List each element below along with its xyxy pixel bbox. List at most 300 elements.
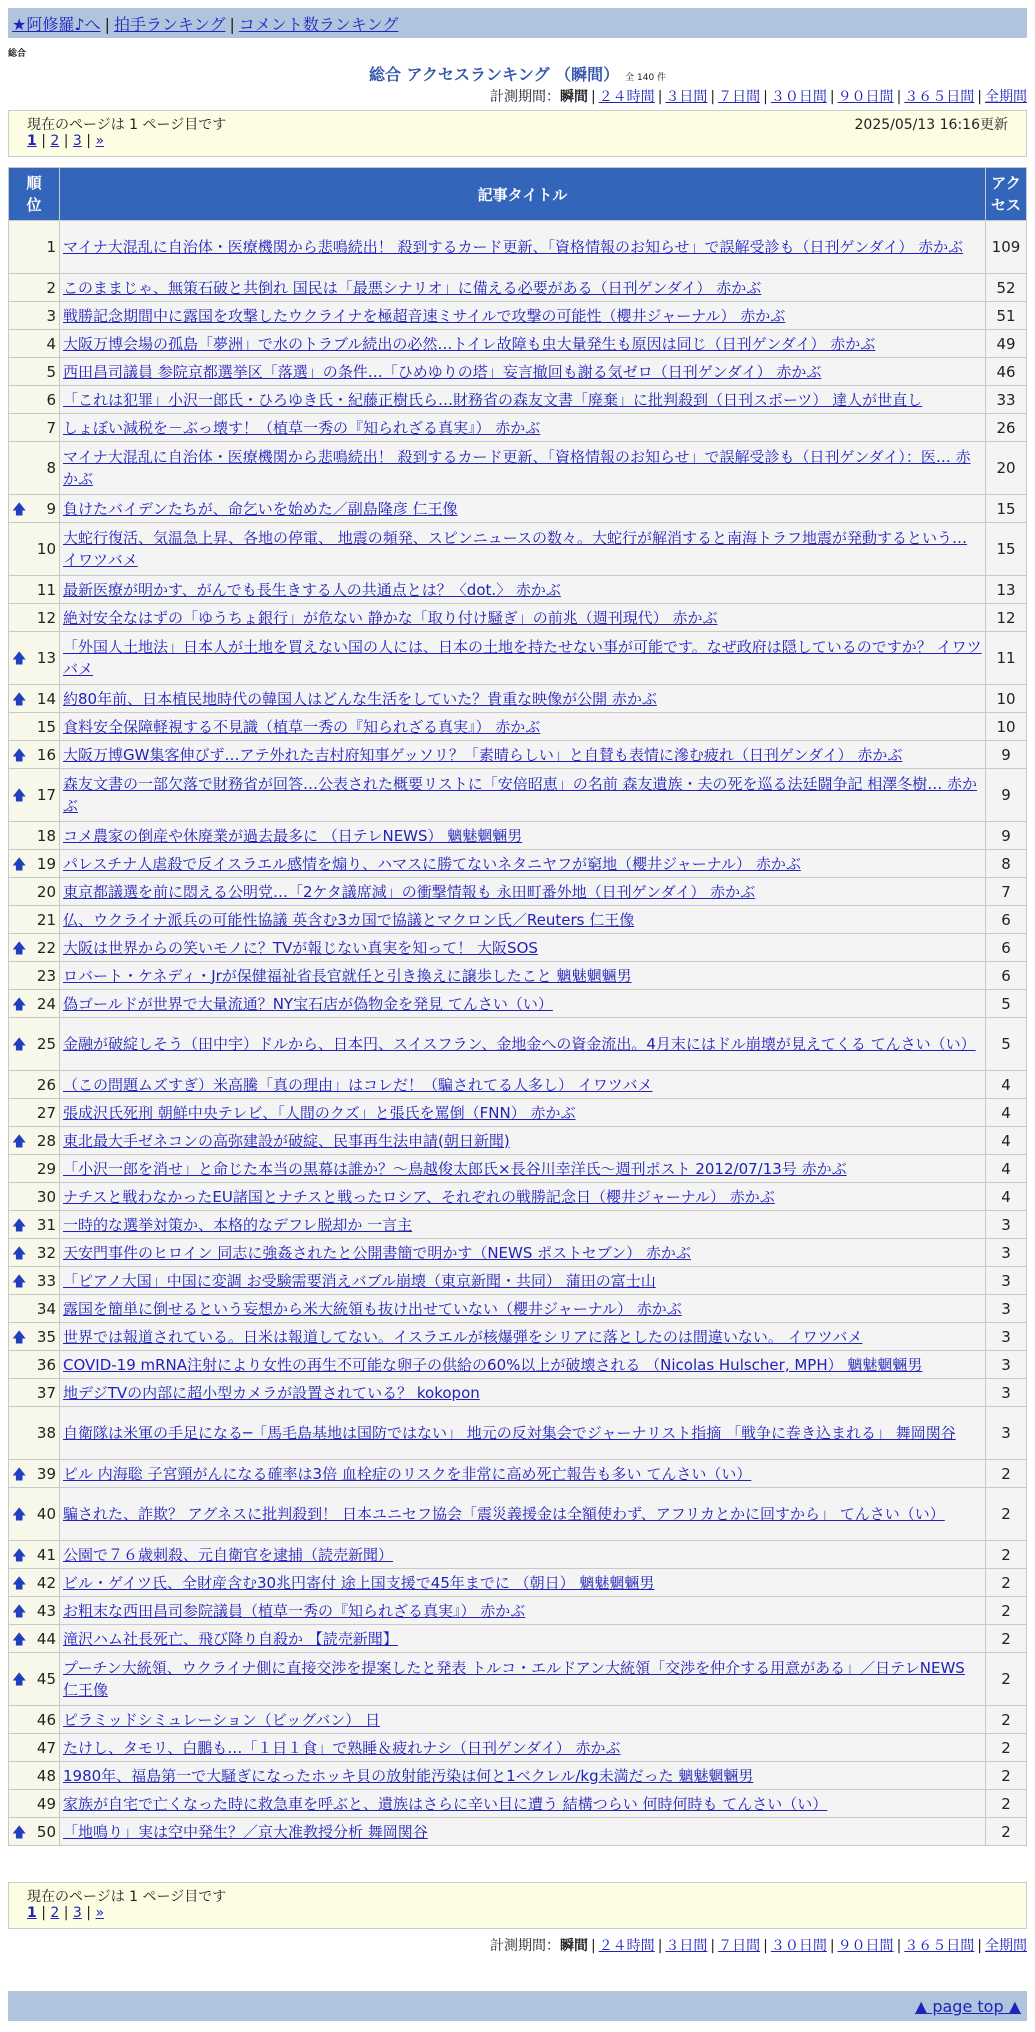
rank-cell	[9, 386, 59, 413]
access-count: 2	[1001, 1629, 1011, 1648]
rank-cell	[9, 274, 59, 301]
rank-cell	[9, 990, 59, 1017]
article-title-link[interactable]: コメ農家の倒産や休廃業が過去最多に （日テレNEWS） 魑魅魍魎男	[63, 826, 523, 845]
rank-cell	[9, 741, 59, 768]
rank-number: 35	[36, 1327, 56, 1346]
page-separator: |	[81, 1905, 96, 1921]
rank-cell	[9, 1018, 59, 1070]
rank-number: 29	[36, 1159, 56, 1178]
title-cell	[60, 1295, 985, 1322]
table-row	[9, 274, 1026, 301]
rank-cell	[9, 906, 59, 933]
article-title-link[interactable]: 「地鳴り」実は空中発生？／京大准教授分析 舞岡関谷	[63, 1822, 428, 1841]
page-link-current[interactable]: 1	[27, 133, 37, 149]
table-row	[9, 442, 1026, 494]
title-cell	[60, 1541, 985, 1568]
rank-number: 1	[46, 238, 56, 256]
access-count: 49	[996, 334, 1016, 353]
rank-cell	[9, 1183, 59, 1210]
rank-number: 38	[36, 1424, 56, 1442]
access-count-cell	[986, 713, 1026, 740]
title-cell	[60, 934, 985, 961]
access-count-cell	[986, 822, 1026, 849]
period-link[interactable]: ３６５日間	[904, 1938, 975, 1954]
rank-number: 14	[36, 689, 56, 708]
rank-cell	[9, 1155, 59, 1182]
rank-cell	[9, 1818, 59, 1845]
article-title-link[interactable]: たけし、タモリ、白鵬も…「１日１食」で熟睡＆疲れナシ（日刊ゲンダイ） 赤かぶ	[63, 1738, 621, 1757]
table-row	[9, 769, 1026, 821]
table-row	[9, 962, 1026, 989]
article-title-link[interactable]: 張成沢氏死刑 朝鮮中央テレビ、「人間のクズ」と張氏を罵倒（FNN） 赤かぶ	[63, 1103, 576, 1122]
title-cell	[60, 358, 985, 385]
rank-number: 23	[36, 966, 56, 985]
article-title-link[interactable]: このままじゃ、無策石破と共倒れ 国民は「最悪シナリオ」に備える必要がある（日刊ゲンダイ） 赤かぶ	[63, 278, 762, 297]
nav-home-link[interactable]: ★阿修羅♪へ	[12, 15, 101, 34]
table-row	[9, 1018, 1026, 1070]
title-cell	[60, 1407, 985, 1459]
rank-up-arrow-icon: 🡅	[12, 856, 27, 873]
access-count-cell	[986, 1323, 1026, 1350]
nav-comment-ranking-link[interactable]: コメント数ランキング	[238, 15, 399, 34]
table-row	[9, 1790, 1026, 1817]
table-row	[9, 1734, 1026, 1761]
access-count-cell	[986, 1379, 1026, 1406]
title-cell	[60, 1155, 985, 1182]
rank-cell	[9, 1127, 59, 1154]
access-count-cell	[986, 330, 1026, 357]
pagination-bottom	[27, 1905, 1008, 1925]
rank-number: 27	[36, 1103, 56, 1122]
article-title-link[interactable]: しょぼい減税を－ぶっ壊す！（植草一秀の『知られざる真実』） 赤かぶ	[63, 418, 541, 437]
table-row	[9, 414, 1026, 441]
rank-number: 39	[36, 1464, 56, 1483]
rank-up-arrow-icon: 🡅	[12, 747, 27, 764]
access-count-cell	[986, 1071, 1026, 1098]
article-title-link[interactable]: 絶対安全なはずの「ゆうちょ銀行」が危ない 静かな「取り付け騒ぎ」の前兆（週刊現代） 赤かぶ	[63, 608, 718, 627]
article-title-link[interactable]: 騙された、詐欺？ アグネスに批判殺到！ 日本ユニセフ協会「震災義援金は全額使わず、アフリカとかに回すから」 てんさい（い）	[63, 1505, 945, 1523]
article-title-link[interactable]: 「外国人土地法」日本人が土地を買えない国の人には、日本の土地を持たせない事が可能です。なぜ政府は隠しているのですか？ イワツバメ	[63, 638, 982, 678]
title-cell	[60, 1569, 985, 1596]
article-title-link[interactable]: マイナ大混乱に自治体・医療機関から悲鳴続出！ 殺到するカード更新、「資格情報のお知らせ」で誤解受診も（日刊ゲンダイ） 赤かぶ	[63, 238, 964, 256]
rank-up-arrow-icon: 🡅	[12, 1575, 27, 1592]
rank-cell	[9, 330, 59, 357]
period-link[interactable]: 全期間	[985, 1938, 1027, 1954]
table-row	[9, 302, 1026, 329]
rank-up-arrow-icon: 🡅	[12, 1672, 27, 1688]
period-separator: |	[710, 89, 716, 105]
page-next-link[interactable]: »	[95, 1905, 105, 1921]
title-cell	[60, 962, 985, 989]
access-count: 51	[996, 306, 1016, 325]
page-next-link[interactable]: »	[95, 133, 105, 149]
article-title-link[interactable]: 大阪万博会場の孤島「夢洲」で水のトラブル続出の必然…トイレ故障も虫大量発生も原因は同じ（日刊ゲンダイ） 赤かぶ	[63, 334, 876, 353]
access-count-cell	[986, 604, 1026, 631]
page-link[interactable]: 2	[50, 133, 60, 149]
title-cell	[60, 632, 985, 684]
access-count: 4	[1001, 1131, 1011, 1150]
article-title-link[interactable]: ピラミッドシミュレーション（ビッグバン） 日	[63, 1710, 381, 1729]
table-row	[9, 1323, 1026, 1350]
table-row	[9, 1099, 1026, 1126]
rank-number: 41	[36, 1545, 56, 1564]
title-cell	[60, 850, 985, 877]
table-row	[9, 1183, 1026, 1210]
access-count-cell	[986, 1351, 1026, 1378]
access-count-cell	[986, 1625, 1026, 1652]
article-title-link[interactable]: 仏、ウクライナ派兵の可能性協議 英含む3カ国で協議とマクロン氏／Reuters 仁王像	[63, 910, 635, 929]
title-cell	[60, 1351, 985, 1378]
article-title-link[interactable]: 西田昌司議員 参院京都選挙区「落選」の条件…「ひめゆりの塔」妄言撤回も謝る気ゼロ（日刊ゲンダイ） 赤かぶ	[63, 362, 822, 381]
title-cell	[60, 1653, 985, 1705]
article-title-link[interactable]: （この問題ムズすぎ）米高騰「真の理由」はコレだ！（騙されてる人多し） イワツバメ	[63, 1075, 653, 1094]
access-count: 15	[996, 540, 1016, 558]
title-cell	[60, 1071, 985, 1098]
page-separator: |	[59, 133, 73, 149]
rank-number: 10	[36, 540, 56, 558]
article-title-link[interactable]: 森友文書の一部欠落で財務省が回答…公表された概要リストに「安倍昭恵」の名前 森友遺族・夫の死を巡る法廷闘争記 相澤冬樹… 赤かぶ	[63, 775, 978, 815]
period-link[interactable]: 全期間	[985, 89, 1027, 105]
period-separator: |	[829, 1938, 835, 1954]
period-selector-top	[490, 86, 1027, 106]
table-row	[9, 906, 1026, 933]
table-row	[9, 1071, 1026, 1098]
title-cell	[60, 1460, 985, 1487]
article-title-link[interactable]: 大阪万博GW集客伸びず…アテ外れた吉村府知事ゲッソリ？「素晴らしい」と自賛も表情に滲む疲れ（日刊ゲンダイ） 赤かぶ	[63, 745, 903, 764]
access-count-cell	[986, 386, 1026, 413]
table-row	[9, 1762, 1026, 1789]
table-row	[9, 934, 1026, 961]
header-title	[60, 168, 985, 220]
table-row	[9, 1653, 1026, 1705]
rank-number: 7	[46, 418, 56, 437]
rank-number: 34	[36, 1299, 56, 1318]
period-separator: |	[763, 1938, 768, 1954]
rank-number: 33	[36, 1271, 56, 1290]
rank-up-arrow-icon: 🡅	[12, 651, 27, 667]
article-title-link[interactable]: 戦勝記念期間中に露国を攻撃したウクライナを極超音速ミサイルで攻撃の可能性（櫻井ジャーナル） 赤かぶ	[63, 306, 786, 325]
access-count: 6	[1001, 966, 1011, 985]
access-count-cell	[986, 1734, 1026, 1761]
rank-up-arrow-icon: 🡅	[12, 1824, 27, 1841]
table-row	[9, 741, 1026, 768]
header-title-label: 記事タイトル	[477, 185, 568, 204]
title-cell	[60, 822, 985, 849]
access-count: 7	[1001, 882, 1011, 901]
period-separator: |	[657, 89, 663, 105]
rank-number: 3	[46, 306, 56, 325]
article-title-link[interactable]: 露国を簡単に倒せるという妄想から米大統領も抜け出せていない（櫻井ジャーナル） 赤かぶ	[63, 1299, 682, 1318]
table-row	[9, 1625, 1026, 1652]
access-count-cell	[986, 741, 1026, 768]
rank-cell	[9, 1323, 59, 1350]
rank-number: 49	[36, 1794, 56, 1813]
access-count-cell	[986, 1460, 1026, 1487]
article-title-link[interactable]: ビル・ゲイツ氏、全財産含む30兆円寄付 途上国支援で45年までに （朝日） 魑魅魍魎男	[63, 1573, 655, 1592]
article-title-link[interactable]: 最新医療が明かす、がんでも長生きする人の共通点とは？〈dot.〉 赤かぶ	[63, 580, 561, 599]
rank-cell	[9, 1597, 59, 1624]
article-title-link[interactable]: 東北最大手ゼネコンの高弥建設が破綻、民事再生法申請(朝日新聞)	[63, 1131, 510, 1150]
rank-number: 32	[36, 1243, 56, 1262]
title-cell	[60, 685, 985, 712]
rank-cell	[9, 576, 59, 603]
table-row	[9, 576, 1026, 603]
page-link[interactable]: 3	[72, 133, 82, 149]
rank-number: 36	[36, 1355, 56, 1374]
rank-number: 4	[46, 334, 56, 353]
rank-cell	[9, 1071, 59, 1098]
rank-up-arrow-icon: 🡅	[12, 788, 27, 804]
table-row	[9, 1211, 1026, 1238]
period-link[interactable]: ２４時間	[598, 1938, 655, 1954]
rank-up-arrow-icon: 🡅	[12, 1631, 27, 1648]
page-separator: |	[36, 133, 51, 149]
article-title-link[interactable]: 家族が自宅で亡くなった時に救急車を呼ぶと、遺族はさらに辛い目に遭う 結構つらい 何時何時も てんさい（い）	[63, 1794, 828, 1813]
article-title-link[interactable]: 天安門事件のヒロイン 同志に強姦されたと公開書簡で明かす（NEWS ポストセブン） 赤かぶ	[63, 1243, 691, 1262]
rank-cell	[9, 822, 59, 849]
article-title-link[interactable]: 世界では報道されている。日米は報道してない。イスラエルが核爆弾をシリアに落としたのは間違いない。 イワツバメ	[63, 1327, 863, 1346]
article-title-link[interactable]: 「小沢一郎を消せ」と命じた本当の黒幕は誰か？～鳥越俊太郎氏×長谷川幸洋氏～週刊ポスト 2012/07/13号 赤かぶ	[63, 1159, 847, 1178]
access-count-cell	[986, 1407, 1026, 1459]
period-link[interactable]: ７日間	[718, 1938, 761, 1954]
table-row	[9, 1488, 1026, 1540]
access-count: 2	[1001, 1670, 1011, 1688]
title-cell	[60, 741, 985, 768]
article-title-link[interactable]: 公園で７６歳刺殺、元自衛官を逮捕（読売新聞）	[63, 1545, 394, 1564]
table-row	[9, 713, 1026, 740]
access-count: 2	[1001, 1822, 1011, 1841]
access-count: 2	[1001, 1601, 1011, 1620]
article-title-link[interactable]: マイナ大混乱に自治体・医療機関から悲鳴続出！ 殺到するカード更新、「資格情報のお知らせ」で誤解受診も（日刊ゲンダイ）：医… 赤かぶ	[63, 448, 971, 488]
access-count: 3	[1001, 1424, 1011, 1442]
rank-up-arrow-icon: 🡅	[12, 1507, 27, 1523]
access-count: 33	[996, 390, 1016, 409]
rank-up-arrow-icon: 🡅	[12, 1329, 27, 1346]
title-cell	[60, 1706, 985, 1733]
period-separator: |	[977, 89, 982, 105]
rank-cell	[9, 1351, 59, 1378]
title-cell	[60, 495, 985, 522]
article-title-link[interactable]: ピル 内海聡 子宮頸がんになる確率は3倍 血栓症のリスクを非常に高め死亡報告も多い てんさい（い）	[63, 1464, 752, 1483]
access-count: 3	[1001, 1383, 1011, 1402]
table-row	[9, 685, 1026, 712]
access-count-cell	[986, 274, 1026, 301]
footer-bar	[8, 1991, 1027, 2021]
access-count: 2	[1001, 1464, 1011, 1483]
article-title-link[interactable]: 金融が破綻しそう（田中宇）ドルから、日本円、スイスフラン、金地金への資金流出。4月末にはドル崩壊が見えてくる てんさい（い）	[63, 1035, 976, 1053]
article-title-link[interactable]: 偽ゴールドが世界で大量流通？NY宝石店が偽物金を発見 てんさい（い）	[63, 994, 553, 1013]
rank-number: 45	[36, 1670, 56, 1688]
period-link[interactable]: ３日間	[665, 89, 708, 105]
period-link[interactable]: ３６５日間	[904, 89, 975, 105]
access-count: 13	[996, 580, 1016, 599]
rank-cell	[9, 1734, 59, 1761]
article-title-link[interactable]: COVID-19 mRNA注射により女性の再生不可能な卵子の供給の60%以上が破壊される （Nicolas Hulscher, MPH） 魑魅魍魎男	[63, 1355, 923, 1374]
page-link[interactable]: 3	[72, 1905, 82, 1921]
article-title-link[interactable]: 「ピアノ大国」中国に変調 お受験需要消えバブル崩壊（東京新聞・共同） 蒲田の富士山	[63, 1271, 656, 1290]
header-rank	[9, 168, 59, 220]
access-count: 3	[1001, 1327, 1011, 1346]
table-row	[9, 1818, 1026, 1845]
rank-number: 25	[36, 1035, 56, 1053]
page-top-link[interactable]: ▲ page top ▲	[914, 1997, 1021, 2016]
table-row	[9, 1407, 1026, 1459]
access-count-cell	[986, 1818, 1026, 1845]
rank-number: 30	[36, 1187, 56, 1206]
rank-number: 19	[36, 854, 56, 873]
access-count-cell	[986, 1541, 1026, 1568]
table-row	[9, 1267, 1026, 1294]
title-cell	[60, 1099, 985, 1126]
rank-number: 12	[36, 608, 56, 627]
title-cell	[60, 990, 985, 1017]
rank-number: 31	[36, 1215, 56, 1234]
article-title-link[interactable]: 約80年前、日本植民地時代の韓国人はどんな生活をしていた？貴重な映像が公開 赤かぶ	[63, 689, 657, 708]
access-count: 9	[1001, 786, 1011, 804]
article-title-link[interactable]: 「これは犯罪」小沢一郎氏・ひろゆき氏・紀藤正樹氏ら…財務省の森友文書「廃棄」に批判殺到（日刊スポーツ） 達人が世直し	[63, 390, 923, 409]
article-title-link[interactable]: ナチスと戦わなかったEU諸国とナチスと戦ったロシア、それぞれの戦勝記念日（櫻井ジャーナル） 赤かぶ	[63, 1187, 775, 1206]
article-title-link[interactable]: 東京都議選を前に悶える公明党…「2ケタ議席減」の衝撃情報も 永田町番外地（日刊ゲンダイ） 赤かぶ	[63, 882, 756, 901]
table-row	[9, 1239, 1026, 1266]
access-count: 2	[1001, 1794, 1011, 1813]
page-separator: |	[59, 1905, 73, 1921]
rank-cell	[9, 632, 59, 684]
rank-number: 44	[36, 1629, 56, 1648]
period-separator: |	[977, 1938, 982, 1954]
article-title-link[interactable]: 大阪は世界からの笑いモノに？TVが報じない真実を知って！ 大阪SOS	[63, 938, 538, 957]
article-title-link[interactable]: 1980年、福島第一で大騒ぎになったホッキ貝の放射能汚染は何と1ベクレル/kg未満だった 魑魅魍魎男	[63, 1766, 754, 1785]
header-access-label: アクセス	[990, 174, 1021, 214]
rank-number: 22	[36, 938, 56, 957]
article-title-link[interactable]: ロバート・ケネディ・Jrが保健福祉省長官就任と引き換えに譲歩したこと 魑魅魍魎男	[63, 966, 632, 985]
page-link-current[interactable]: 1	[27, 1905, 37, 1921]
table-header-row	[9, 168, 1026, 220]
header-rank-label: 順位	[26, 174, 42, 214]
access-count-cell	[986, 1706, 1026, 1733]
title-cell	[60, 274, 985, 301]
access-count: 2	[1001, 1573, 1011, 1592]
table-row	[9, 1127, 1026, 1154]
period-link[interactable]: ３０日間	[770, 1938, 827, 1954]
table-row	[9, 850, 1026, 877]
table-row	[9, 1460, 1026, 1487]
table-row	[9, 1295, 1026, 1322]
rank-cell	[9, 713, 59, 740]
table-row	[9, 495, 1026, 522]
title-cell	[60, 1127, 985, 1154]
rank-number: 17	[36, 786, 56, 804]
access-count-cell	[986, 1239, 1026, 1266]
article-title-link[interactable]: 一時的な選挙対策か、本格的なデフレ脱却か 一言主	[63, 1215, 413, 1234]
rank-cell	[9, 1762, 59, 1789]
rank-up-arrow-icon: 🡅	[12, 501, 27, 518]
rank-number: 16	[36, 745, 56, 764]
table-row	[9, 1155, 1026, 1182]
rank-number: 21	[36, 910, 56, 929]
rank-cell	[9, 769, 59, 821]
period-link[interactable]: ３０日間	[770, 89, 827, 105]
access-count-cell	[986, 358, 1026, 385]
article-title-link[interactable]: 大蛇行復活、気温急上昇、各地の停電、 地震の頻発、スピンニュースの数々。大蛇行が解消すると南海トラフ地震が発動するという… イワツバメ	[63, 529, 968, 569]
access-count: 2	[1001, 1738, 1011, 1757]
rank-number: 40	[36, 1505, 56, 1523]
access-count: 10	[996, 717, 1016, 736]
table-row	[9, 386, 1026, 413]
period-link[interactable]: ９０日間	[837, 89, 894, 105]
title-cell	[60, 1018, 985, 1070]
table-row	[9, 1379, 1026, 1406]
rank-cell	[9, 685, 59, 712]
rank-cell	[9, 358, 59, 385]
rank-number: 11	[36, 580, 56, 599]
rank-up-arrow-icon: 🡅	[12, 1037, 27, 1053]
period-link[interactable]: ７日間	[718, 89, 761, 105]
title-cell	[60, 1762, 985, 1789]
period-link[interactable]: ２４時間	[598, 89, 655, 105]
access-count-cell	[986, 414, 1026, 441]
nav-clap-ranking-link[interactable]: 拍手ランキング	[113, 15, 226, 34]
rank-number: 47	[36, 1738, 56, 1757]
article-title-link[interactable]: 自衛隊は米軍の手足になる─「馬毛島基地は国防ではない」 地元の反対集会でジャーナリスト指摘 「戦争に巻き込まれる」 舞岡関谷	[63, 1424, 956, 1442]
access-count-cell	[986, 221, 1026, 273]
rank-number: 24	[36, 994, 56, 1013]
ranking-table	[8, 167, 1027, 1846]
access-count: 52	[996, 278, 1016, 297]
period-link[interactable]: ９０日間	[837, 1938, 894, 1954]
page-info-text-bottom: 現在のページは 1 ページ目です	[27, 1889, 227, 1905]
access-count-cell	[986, 495, 1026, 522]
rank-up-arrow-icon: 🡅	[12, 940, 27, 957]
rank-number: 48	[36, 1766, 56, 1785]
access-count-cell	[986, 442, 1026, 494]
access-count: 3	[1001, 1215, 1011, 1234]
rank-cell	[9, 1569, 59, 1596]
access-count: 2	[1001, 1505, 1011, 1523]
rank-cell	[9, 850, 59, 877]
period-current: 瞬間	[559, 1938, 588, 1954]
rank-up-arrow-icon: 🡅	[12, 1466, 27, 1483]
access-count-cell	[986, 1155, 1026, 1182]
access-count-cell	[986, 1295, 1026, 1322]
article-title-link[interactable]: 食料安全保障軽視する不見識（植草一秀の『知られざる真実』） 赤かぶ	[63, 717, 541, 736]
article-title-link[interactable]: 負けたバイデンたちが、命乞いを始めた／副島隆彦 仁王像	[63, 499, 458, 518]
article-title-link[interactable]: パレスチナ人虐殺で反イスラエル感情を煽り、ハマスに勝てないネタニヤフが窮地（櫻井ジャーナル） 赤かぶ	[63, 854, 801, 873]
title-cell	[60, 386, 985, 413]
access-count-cell	[986, 523, 1026, 575]
article-title-link[interactable]: 滝沢ハム社長死亡、飛び降り自殺か 【読売新聞】	[63, 1629, 398, 1648]
rank-cell	[9, 1653, 59, 1705]
access-count: 6	[1001, 910, 1011, 929]
title-cell	[60, 1183, 985, 1210]
period-current: 瞬間	[559, 89, 588, 105]
access-count-cell	[986, 302, 1026, 329]
title-cell	[60, 1379, 985, 1406]
article-title-link[interactable]: お粗末な西田昌司参院議員（植草一秀の『知られざる真実』） 赤かぶ	[63, 1601, 526, 1620]
article-title-link[interactable]: プーチン大統領、ウクライナ側に直接交渉を提案したと発表 トルコ・エルドアン大統領「交渉を仲介する用意がある」／日テレNEWS 仁王像	[63, 1659, 965, 1699]
period-label: 計測期間：	[489, 1938, 560, 1954]
article-title-link[interactable]: 地デジTVの内部に超小型カメラが設置されている？ kokopon	[63, 1383, 480, 1402]
page-separator: |	[36, 1905, 51, 1921]
access-count: 46	[996, 362, 1016, 381]
rank-cell	[9, 1239, 59, 1266]
period-link[interactable]: ３日間	[665, 1938, 708, 1954]
title-cell	[60, 221, 985, 273]
access-count-cell	[986, 1099, 1026, 1126]
rank-cell	[9, 1379, 59, 1406]
access-count-cell	[986, 769, 1026, 821]
page-link[interactable]: 2	[50, 1905, 60, 1921]
title-cell	[60, 769, 985, 821]
